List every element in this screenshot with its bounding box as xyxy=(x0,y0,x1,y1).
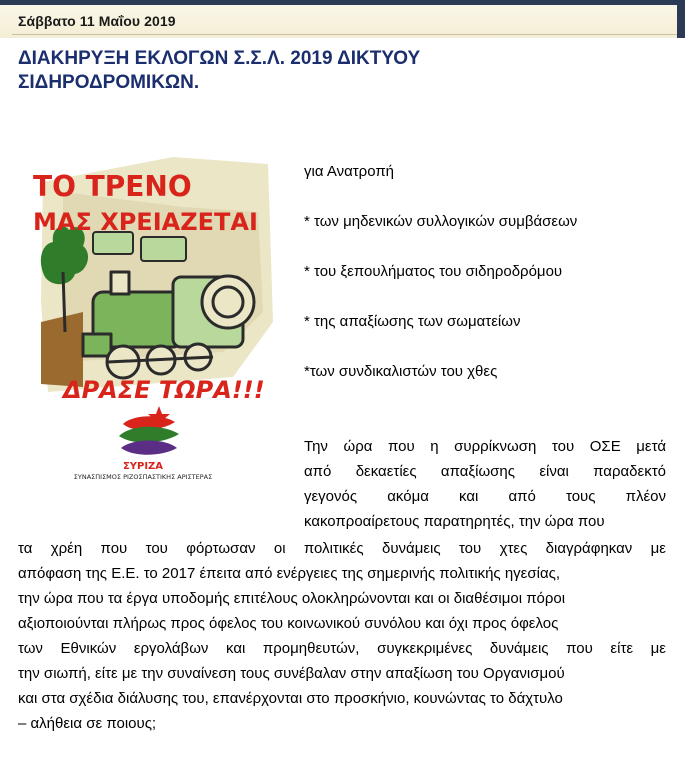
paragraph-line: αξιοποιούνται πλήρως προς όφελος του κοινωνικού συνόλου και όχι προς όφελος xyxy=(18,615,559,632)
right-border xyxy=(677,0,685,38)
paragraph-line: την ώρα που τα έργα υποδομής επιτέλους ολοκληρώνονται και οι διαθέσιμοι πόροι xyxy=(18,590,566,607)
paragraph-line: – αλήθεια σε ποιους; xyxy=(18,715,157,732)
list-item: *των συνδικαλιστών του χθες xyxy=(304,363,498,380)
post-title-line1[interactable]: ΔΙΑΚΗΡΥΞΗ ΕΚΛΟΓΩΝ Σ.Σ.Λ. 2019 ΔΙΚΤΥΟΥ xyxy=(18,48,421,69)
poster-text-line3: ΔΡΑΣΕ ΤΩΡΑ!!! xyxy=(63,376,265,404)
party-full-name: ΣΥΝΑΣΠΙΣΜΟΣ ΡΙΖΟΣΠΑΣΤΙΚΗΣ ΑΡΙΣΤΕΡΑΣ xyxy=(73,473,213,481)
date-divider xyxy=(12,34,677,35)
paragraph-line: των Εθνικών εργολάβων και προμηθευτών, συγκεκριμένες δυνάμεις που είτε με xyxy=(18,640,666,657)
list-item: * των μηδενικών συλλογικών συμβάσεων xyxy=(304,213,578,230)
paragraph-line: κακοπροαίρετους παρατηρητές, την ώρα που xyxy=(304,513,605,530)
list-intro: για Ανατροπή xyxy=(304,163,395,180)
poster-text-line2: ΜΑΣ ΧΡΕΙΑΖΕΤΑΙ xyxy=(33,208,258,236)
poster-text-line1: ΤΟ ΤΡΕΝΟ xyxy=(33,170,192,203)
paragraph-line: και στα σχέδια διάλυσης του, επανέρχονται στο προσκήνιο, κουνώντας το δάχτυλο xyxy=(18,690,563,707)
paragraph-line: απόφαση της Ε.Ε. το 2017 έπειτα από ενέργειες της σημερινής πολιτικής ηγεσίας, xyxy=(18,565,561,582)
campaign-poster-image xyxy=(23,152,275,492)
paragraph-line: την σιωπή, είτε με την συναίνεση τους συνέβαλαν στην απαξίωση του Οργανισμού xyxy=(18,665,565,682)
list-item: * του ξεπουλήματος του σιδηροδρόμου xyxy=(304,263,563,280)
list-item: * της απαξίωσης των σωματείων xyxy=(304,313,521,330)
paragraph-line: τα χρέη που του φόρτωσαν οι πολιτικές δυνάμεις του χτες διαγράφηκαν με xyxy=(18,540,666,557)
party-name: ΣΥΡΙΖΑ xyxy=(122,461,164,472)
syriza-logo xyxy=(119,406,179,455)
paragraph-line: γεγονός ακόμα και από τους πλέον xyxy=(304,488,666,505)
post-date: Σάββατο 11 Μαΐου 2019 xyxy=(18,13,176,29)
post-title[interactable] xyxy=(18,47,638,95)
paragraph-line: από δεκαετίες απαξίωσης είναι παραδεκτό xyxy=(304,463,666,480)
post-title-line2[interactable]: ΣΙΔΗΡΟΔΡΟΜΙΚΩΝ. xyxy=(18,72,200,93)
paragraph-line: Την ώρα που η συρρίκνωση του ΟΣΕ μετά xyxy=(304,438,666,455)
